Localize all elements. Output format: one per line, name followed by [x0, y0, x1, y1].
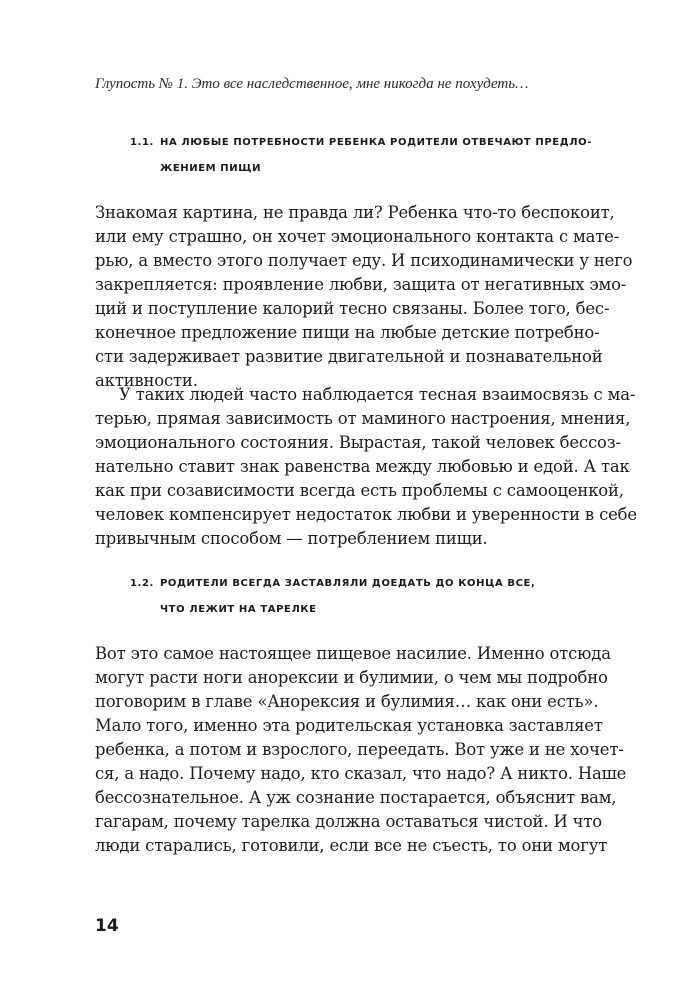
- section-heading-1-2: [130, 571, 570, 623]
- paragraph: [95, 201, 633, 393]
- text-line: могут расти ноги анорексии и булимии, о чем мы подробно: [95, 668, 608, 687]
- running-head: Глупость № 1. Это все наследственное, мне никогда не похудеть…: [95, 76, 529, 92]
- text-line: человек компенсирует недостаток любви и уверенности в себе: [95, 505, 637, 524]
- section-heading-line: ЧТО ЛЕЖИТ НА ТАРЕЛКЕ: [160, 604, 317, 615]
- text-line: терью, прямая зависимость от маминого настроения, мнения,: [95, 409, 631, 428]
- text-line: Знакомая картина, не правда ли? Ребенка что-то беспокоит,: [95, 203, 615, 222]
- section-heading-line: НА ЛЮБЫЕ ПОТРЕБНОСТИ РЕБЕНКА РОДИТЕЛИ ОТВЕЧАЮТ ПРЕДЛО-: [160, 137, 593, 148]
- text-line: люди старались, готовили, если все не съесть, то они могут: [95, 836, 608, 855]
- text-line: Вот это самое настоящее пищевое насилие. Именно отсюда: [95, 644, 611, 663]
- text-line: или ему страшно, он хочет эмоционального контакта с мате-: [95, 227, 620, 246]
- text-line: поговорим в главе «Анорексия и булимия… как они есть».: [95, 692, 599, 711]
- text-line: ся, а надо. Почему надо, кто сказал, что надо? А никто. Наше: [95, 764, 627, 783]
- paragraph: [95, 383, 637, 551]
- text-line: сти задерживает развитие двигательной и познавательной: [95, 347, 603, 366]
- text-line: нательно ставит знак равенства между любовью и едой. А так: [95, 457, 630, 476]
- text-line: Мало того, именно эта родительская установка заставляет: [95, 716, 603, 735]
- section-number: 1.2.: [130, 578, 154, 589]
- text-line: гагарам, почему тарелка должна оставаться чистой. И что: [95, 812, 602, 831]
- text-line: закрепляется: проявление любви, защита от негативных эмо-: [95, 275, 627, 294]
- section-heading-1-1: [130, 130, 593, 182]
- text-line: У таких людей часто наблюдается тесная взаимосвязь с ма-: [119, 385, 636, 404]
- text-line: бессознательное. А уж сознание постарается, объяснит вам,: [95, 788, 617, 807]
- text-line: активности.: [95, 371, 198, 390]
- section-number: 1.1.: [130, 137, 154, 148]
- text-line: эмоционального состояния. Вырастая, такой человек бессоз-: [95, 433, 621, 452]
- section-heading-line: ЖЕНИЕМ ПИЩИ: [160, 163, 262, 174]
- text-line: как при созависимости всегда есть проблемы с самооценкой,: [95, 481, 624, 500]
- text-line: ребенка, а потом и взрослого, переедать. Вот уже и не хочет-: [95, 740, 624, 759]
- text-line: привычным способом — потреблением пищи.: [95, 529, 488, 548]
- page-number: 14: [95, 916, 119, 936]
- paragraph: [95, 642, 627, 858]
- text-line: ций и поступление калорий тесно связаны. Более того, бес-: [95, 299, 610, 318]
- section-heading-line: РОДИТЕЛИ ВСЕГДА ЗАСТАВЛЯЛИ ДОЕДАТЬ ДО КОНЦА ВСЕ,: [160, 578, 536, 589]
- text-line: рью, а вместо этого получает еду. И психодинамически у него: [95, 251, 633, 270]
- text-line: конечное предложение пищи на любые детские потребно-: [95, 323, 600, 342]
